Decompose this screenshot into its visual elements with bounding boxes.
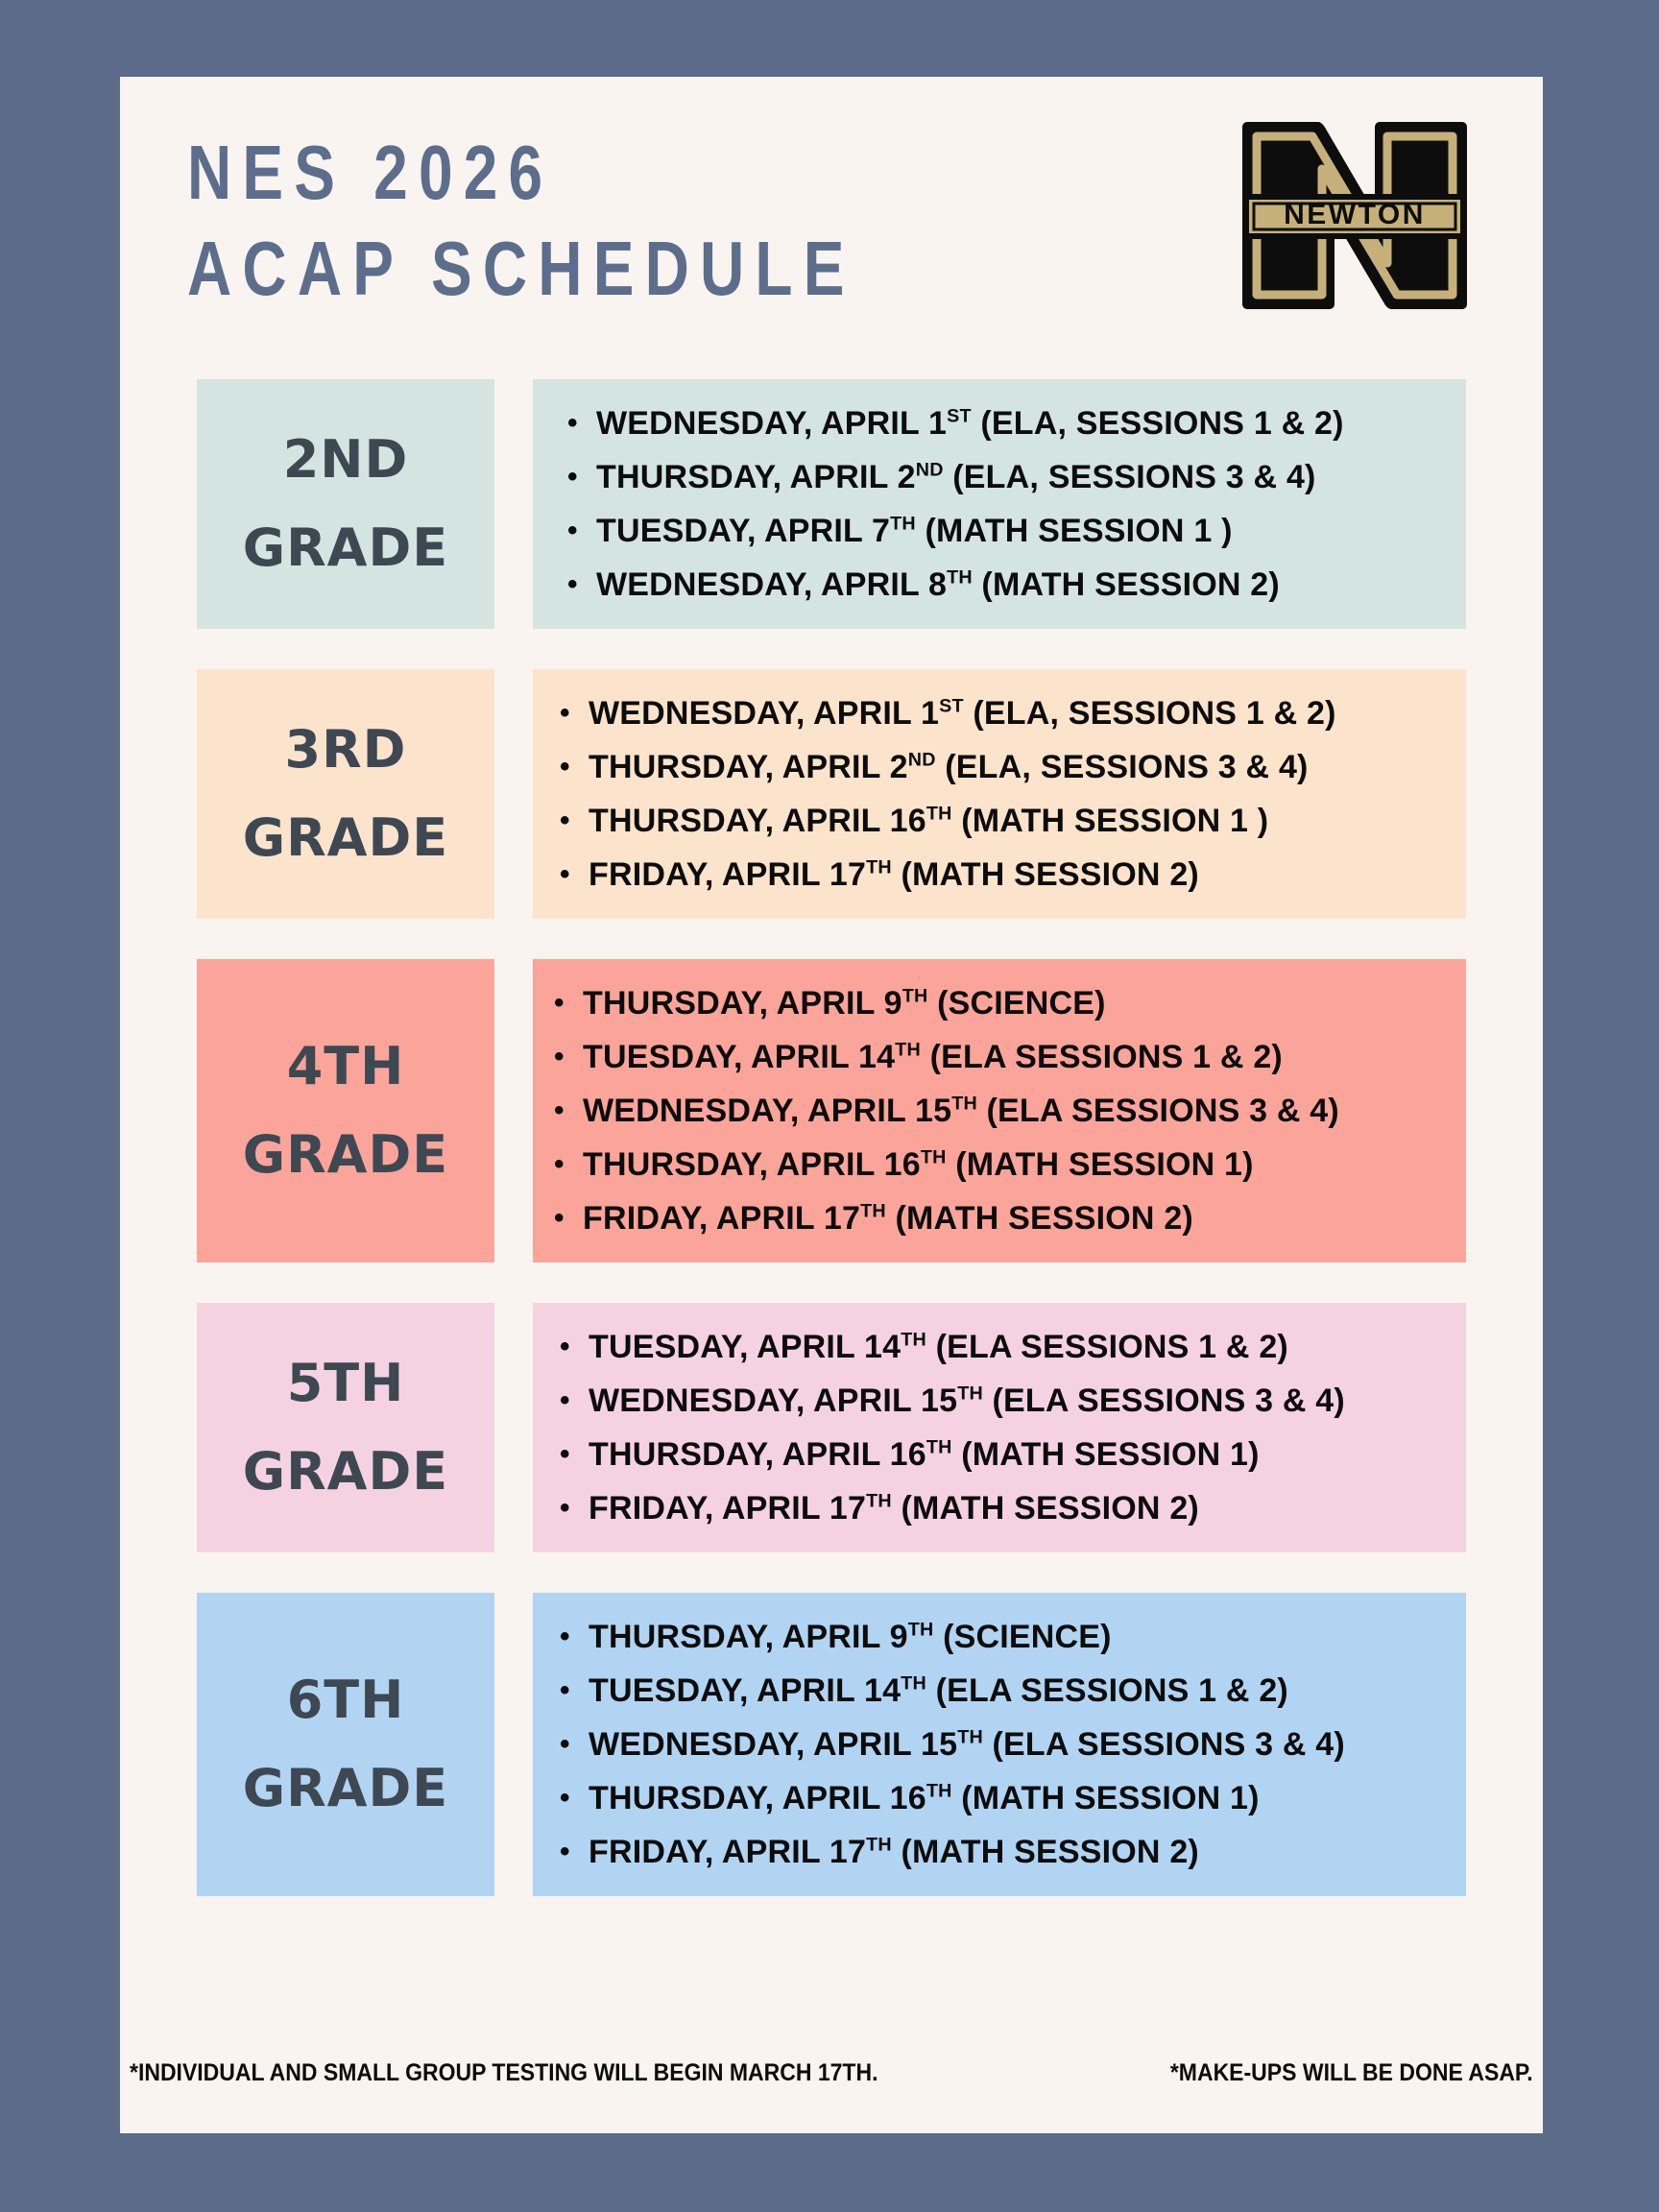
date-list (533, 959, 1466, 1262)
grade-dates-5th (533, 1303, 1466, 1552)
list-item: • THURSDAY, APRIL 16TH (MATH SESSION 1 ) (589, 794, 1456, 848)
schedule-row-2nd-grade (197, 379, 1466, 629)
schedule-row-3rd-grade (197, 669, 1466, 919)
list-item: • THURSDAY, APRIL 16TH (MATH SESSION 1) (583, 1138, 1456, 1191)
date-list (533, 669, 1466, 919)
date-list (533, 1303, 1466, 1552)
list-item: • FRIDAY, APRIL 17TH (MATH SESSION 2) (589, 1481, 1456, 1535)
grade-label-line-1: 4TH (286, 1036, 405, 1096)
footnote-left: *INDIVIDUAL AND SMALL GROUP TESTING WILL BEGIN MARCH 17TH. (130, 2059, 878, 2086)
grade-dates-4th (533, 959, 1466, 1262)
list-item: • WEDNESDAY, APRIL 1ST (ELA, SESSIONS 1 & 2) (596, 397, 1456, 450)
grade-label-line-2: GRADE (242, 517, 449, 578)
list-item: • TUESDAY, APRIL 7TH (MATH SESSION 1 ) (596, 504, 1456, 558)
grade-label-line-1: 3RD (284, 719, 407, 780)
list-item: • WEDNESDAY, APRIL 8TH (MATH SESSION 2) (596, 558, 1456, 612)
title-line-1: NES 2026 (187, 130, 554, 215)
schedule-row-4th-grade (197, 959, 1466, 1262)
list-item: • FRIDAY, APRIL 17TH (MATH SESSION 2) (583, 1191, 1456, 1245)
poster-card (120, 77, 1543, 2133)
list-item: • WEDNESDAY, APRIL 15TH (ELA SESSIONS 3 & 4) (583, 1084, 1456, 1138)
grade-dates-2nd (533, 379, 1466, 629)
page-title (187, 125, 1051, 317)
grade-dates-3rd (533, 669, 1466, 919)
list-item: • THURSDAY, APRIL 2ND (ELA, SESSIONS 3 & 4) (589, 740, 1456, 794)
schedule-row-6th-grade (197, 1593, 1466, 1896)
logo-banner-text: NEWTON (1284, 199, 1426, 230)
date-list (533, 379, 1466, 629)
grade-label-line-1: 6TH (286, 1670, 405, 1730)
poster-header (120, 77, 1543, 403)
list-item: • TUESDAY, APRIL 14TH (ELA SESSIONS 1 & 2) (589, 1320, 1456, 1374)
schedule-row-5th-grade (197, 1303, 1466, 1552)
date-list (533, 1593, 1466, 1896)
poster-footer (120, 2056, 1543, 2104)
list-item: • WEDNESDAY, APRIL 15TH (ELA SESSIONS 3 & 4) (589, 1374, 1456, 1428)
title-line-2: ACAP SCHEDULE (187, 226, 855, 311)
schedule-rows (197, 379, 1466, 1936)
list-item: • THURSDAY, APRIL 9TH (SCIENCE) (589, 1610, 1456, 1664)
grade-label-6th (197, 1593, 494, 1896)
list-item: • THURSDAY, APRIL 9TH (SCIENCE) (583, 976, 1456, 1030)
list-item: • TUESDAY, APRIL 14TH (ELA SESSIONS 1 & 2) (583, 1030, 1456, 1084)
grade-label-line-2: GRADE (242, 807, 449, 868)
grade-label-line-1: 2ND (282, 429, 409, 490)
list-item: • THURSDAY, APRIL 16TH (MATH SESSION 1) (589, 1428, 1456, 1481)
list-item: • WEDNESDAY, APRIL 15TH (ELA SESSIONS 3 & 4) (589, 1718, 1456, 1771)
grade-dates-6th (533, 1593, 1466, 1896)
list-item: • TUESDAY, APRIL 14TH (ELA SESSIONS 1 & 2) (589, 1664, 1456, 1718)
grade-label-line-2: GRADE (242, 1441, 449, 1502)
grade-label-2nd (197, 379, 494, 629)
list-item: • THURSDAY, APRIL 16TH (MATH SESSION 1) (589, 1771, 1456, 1825)
list-item: • FRIDAY, APRIL 17TH (MATH SESSION 2) (589, 1825, 1456, 1879)
list-item: • THURSDAY, APRIL 2ND (ELA, SESSIONS 3 & 4) (596, 450, 1456, 504)
grade-label-line-2: GRADE (242, 1124, 449, 1185)
grade-label-3rd (197, 669, 494, 919)
footnote-right: *MAKE-UPS WILL BE DONE ASAP. (1170, 2059, 1533, 2086)
grade-label-4th (197, 959, 494, 1262)
list-item: • WEDNESDAY, APRIL 1ST (ELA, SESSIONS 1 & 2) (589, 686, 1456, 740)
list-item: • FRIDAY, APRIL 17TH (MATH SESSION 2) (589, 848, 1456, 902)
newton-n-logo (1236, 117, 1474, 314)
grade-label-5th (197, 1303, 494, 1552)
grade-label-line-2: GRADE (242, 1758, 449, 1818)
grade-label-line-1: 5TH (286, 1353, 405, 1413)
